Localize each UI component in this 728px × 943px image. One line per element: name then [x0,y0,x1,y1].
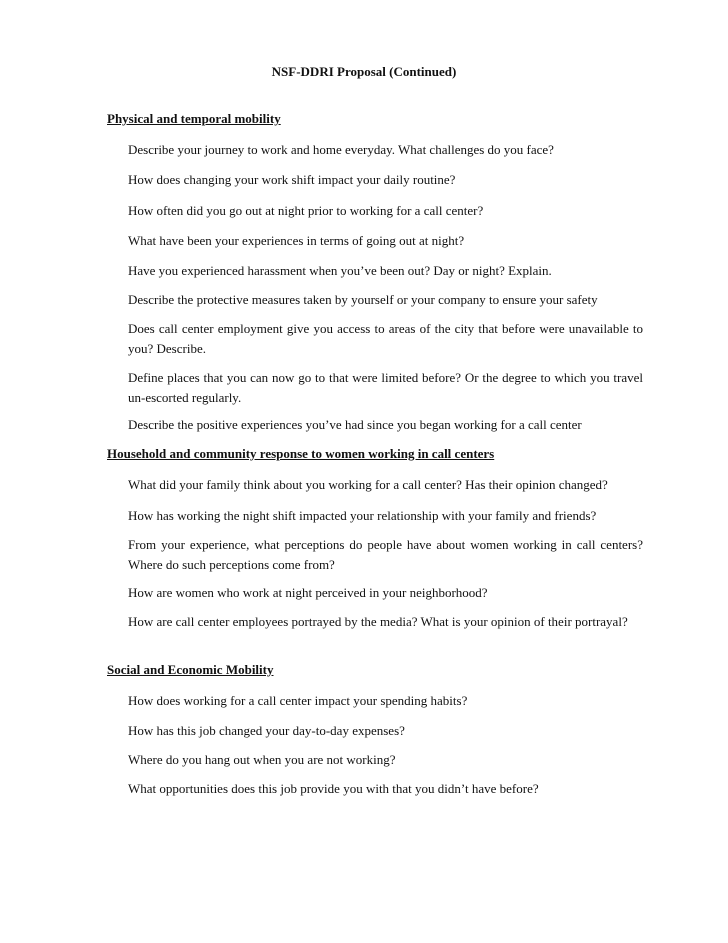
question-item: How does working for a call center impact your spending habits? [128,693,468,708]
question-item: How does changing your work shift impact your daily routine? [128,172,456,187]
question-item: Where do you hang out when you are not working? [128,752,396,767]
question-item: Define places that you can now go to that were limited before? Or the degree to which you travel un-escorted regularly. [128,370,643,405]
section-heading-household-response: Household and community response to women working in call centers [107,446,495,461]
question-item: Describe your journey to work and home everyday. What challenges do you face? [128,142,554,157]
question-item: From your experience, what perceptions do people have about women working in call centers? Where do such perceptions come from? [128,537,643,572]
question-item: How are call center employees portrayed by the media? What is your opinion of their portrayal? [128,614,628,629]
question-item: How often did you go out at night prior to working for a call center? [128,203,484,218]
question-item: What did your family think about you working for a call center? Has their opinion changed? [128,477,608,492]
question-item: Does call center employment give you access to areas of the city that before were unavailable to you? Describe. [128,321,643,356]
question-item: How has working the night shift impacted your relationship with your family and friends? [128,508,597,523]
question-item: How has this job changed your day-to-day expenses? [128,723,405,738]
question-item: Describe the positive experiences you’ve had since you began working for a call center [128,417,582,432]
question-item: Have you experienced harassment when you’ve been out? Day or night? Explain. [128,263,552,278]
question-item: Describe the protective measures taken by yourself or your company to ensure your safety [128,292,598,307]
question-item: What opportunities does this job provide you with that you didn’t have before? [128,781,539,796]
section-heading-physical-mobility: Physical and temporal mobility [107,111,281,126]
question-item: What have been your experiences in terms of going out at night? [128,233,465,248]
page-title: NSF-DDRI Proposal (Continued) [271,64,457,79]
section-heading-social-economic: Social and Economic Mobility [107,662,274,677]
question-item: How are women who work at night perceived in your neighborhood? [128,585,488,600]
